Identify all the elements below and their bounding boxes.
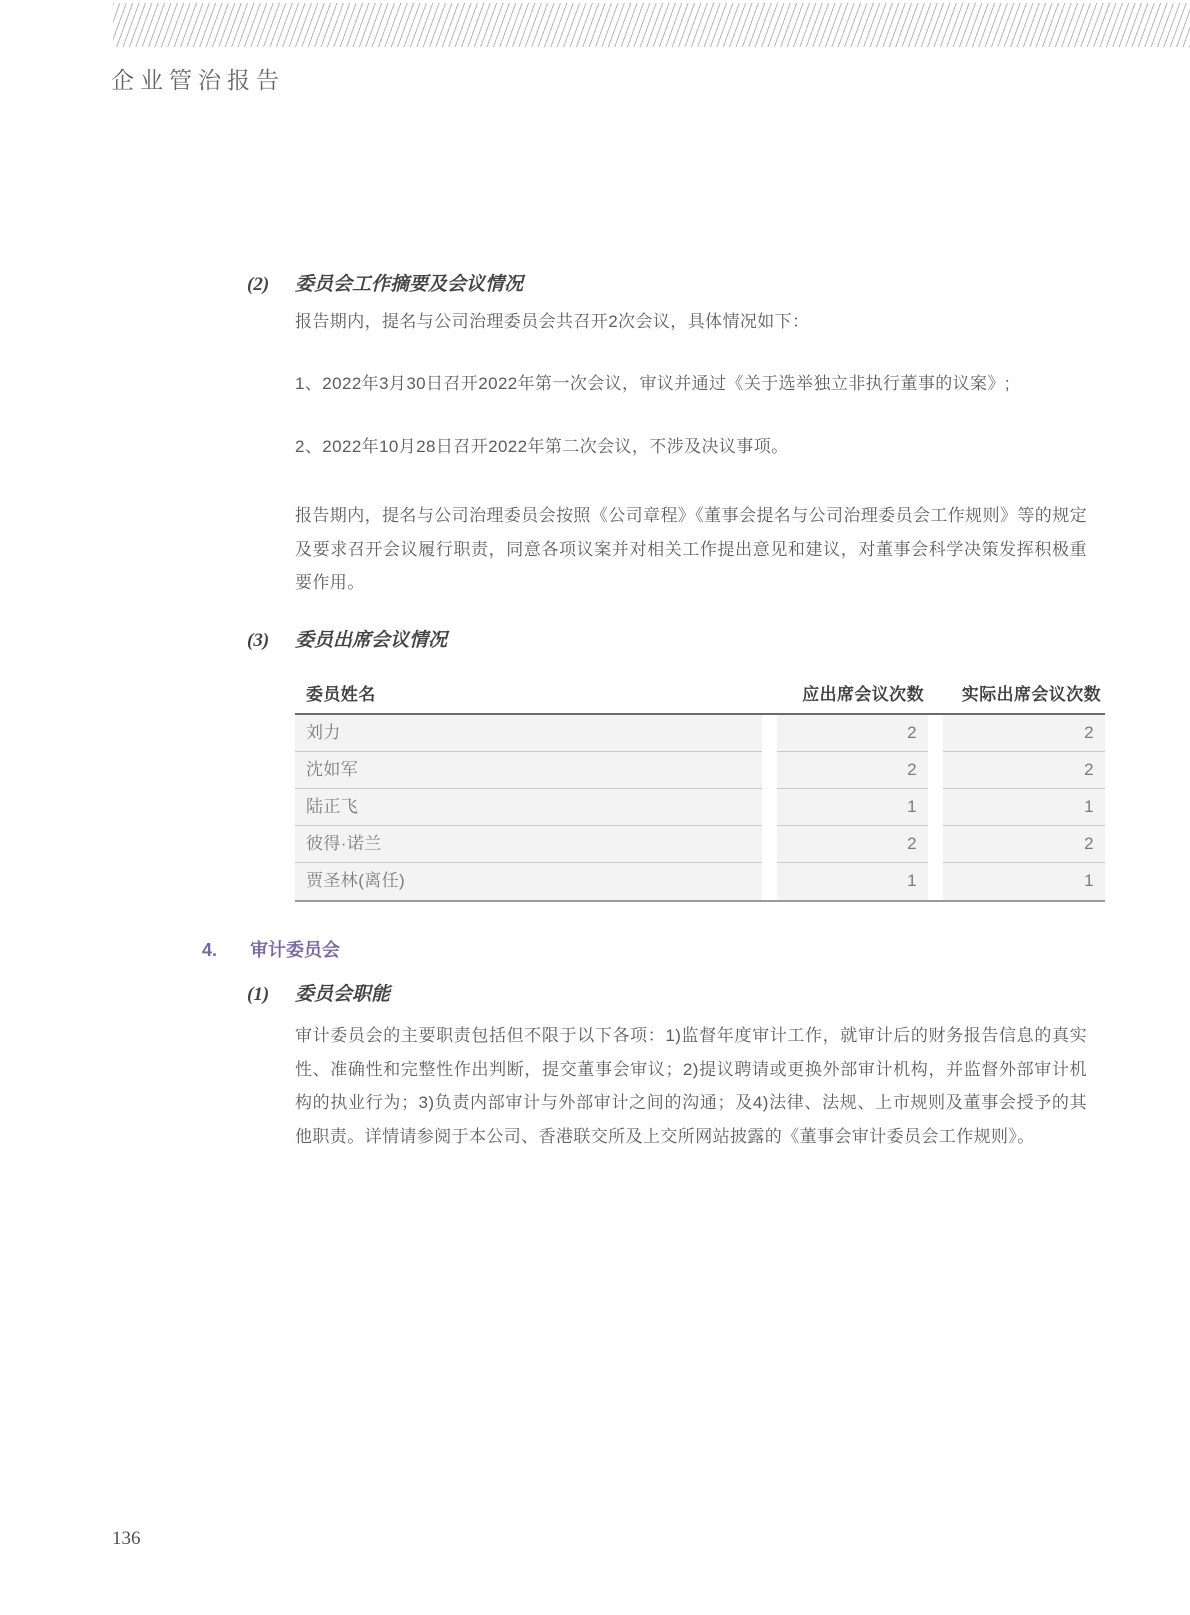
meetings-required-cell: 2 — [777, 752, 928, 789]
section3-number: (3) — [247, 630, 270, 651]
column-header-meetings-required: 应出席会议次数 — [802, 685, 924, 704]
meetings-attended-cell: 1 — [943, 789, 1105, 826]
section2-number: (2) — [247, 274, 270, 295]
attendance-table-header-row — [295, 672, 1105, 715]
section4-sub1-number: (1) — [247, 984, 270, 1005]
column-header-member-name: 委员姓名 — [306, 685, 376, 704]
member-name-cell: 沈如军 — [295, 752, 762, 789]
diagonal-hatch-banner — [113, 3, 1190, 47]
attendance-table-body — [295, 715, 1105, 902]
meetings-attended-cell: 2 — [943, 715, 1105, 752]
table-row — [295, 752, 1105, 789]
page-number: 136 — [112, 1528, 141, 1549]
table-row — [295, 863, 1105, 900]
meetings-required-cell: 2 — [777, 826, 928, 863]
section3-title: 委员出席会议情况 — [295, 630, 448, 651]
member-name-cell: 彼得·诺兰 — [295, 826, 762, 863]
meetings-attended-cell: 2 — [943, 826, 1105, 863]
meetings-attended-cell: 2 — [943, 752, 1105, 789]
section4-sub1-title: 委员会职能 — [295, 984, 391, 1005]
section4-sub1-paragraph: 审计委员会的主要职责包括但不限于以下各项：1)监督年度审计工作，就审计后的财务报告信息的真实性、准确性和完整性作出判断，提交董事会审议；2)提议聘请或更换外部审计机构，并监督外部审计机构的执业行为；3)负责内部审计与外部审计之间的沟通；及4)法律、法规、上市规则及董事会授予的其他职责。详情请参阅于本公司、香港联交所及上交所网站披露的《董事会审计委员会工作规则》。 — [295, 1026, 1087, 1146]
section2-meeting-item-2: 2、2022年10月28日召开2022年第二次会议，不涉及决议事项。 — [295, 437, 789, 456]
member-name-cell: 刘力 — [295, 715, 762, 752]
section4-number: 4. — [202, 940, 218, 960]
member-name-cell: 贾圣林(离任) — [295, 863, 762, 900]
meetings-attended-cell: 1 — [943, 863, 1105, 900]
document-title: 企业管治报告 — [111, 68, 285, 93]
member-name-cell: 陆正飞 — [295, 789, 762, 826]
section2-intro-paragraph: 报告期内，提名与公司治理委员会共召开2次会议，具体情况如下： — [295, 312, 810, 331]
meetings-required-cell: 2 — [777, 715, 928, 752]
table-row — [295, 715, 1105, 752]
section2-title: 委员会工作摘要及会议情况 — [295, 274, 524, 295]
table-row — [295, 789, 1105, 826]
section4-title: 审计委员会 — [250, 940, 340, 960]
meetings-required-cell: 1 — [777, 863, 928, 900]
section2-meeting-item-1: 1、2022年3月30日召开2022年第一次会议，审议并通过《关于选举独立非执行董事的议案》; — [295, 374, 1010, 393]
meetings-required-cell: 1 — [777, 789, 928, 826]
table-row — [295, 826, 1105, 863]
attendance-table — [295, 672, 1105, 902]
section2-summary-paragraph: 报告期内，提名与公司治理委员会按照《公司章程》《董事会提名与公司治理委员会工作规则》等的规定及要求召开会议履行职责，同意各项议案并对相关工作提出意见和建议，对董事会科学决策发挥积极重要作用。 — [295, 506, 1087, 592]
column-header-meetings-attended: 实际出席会议次数 — [961, 685, 1101, 704]
